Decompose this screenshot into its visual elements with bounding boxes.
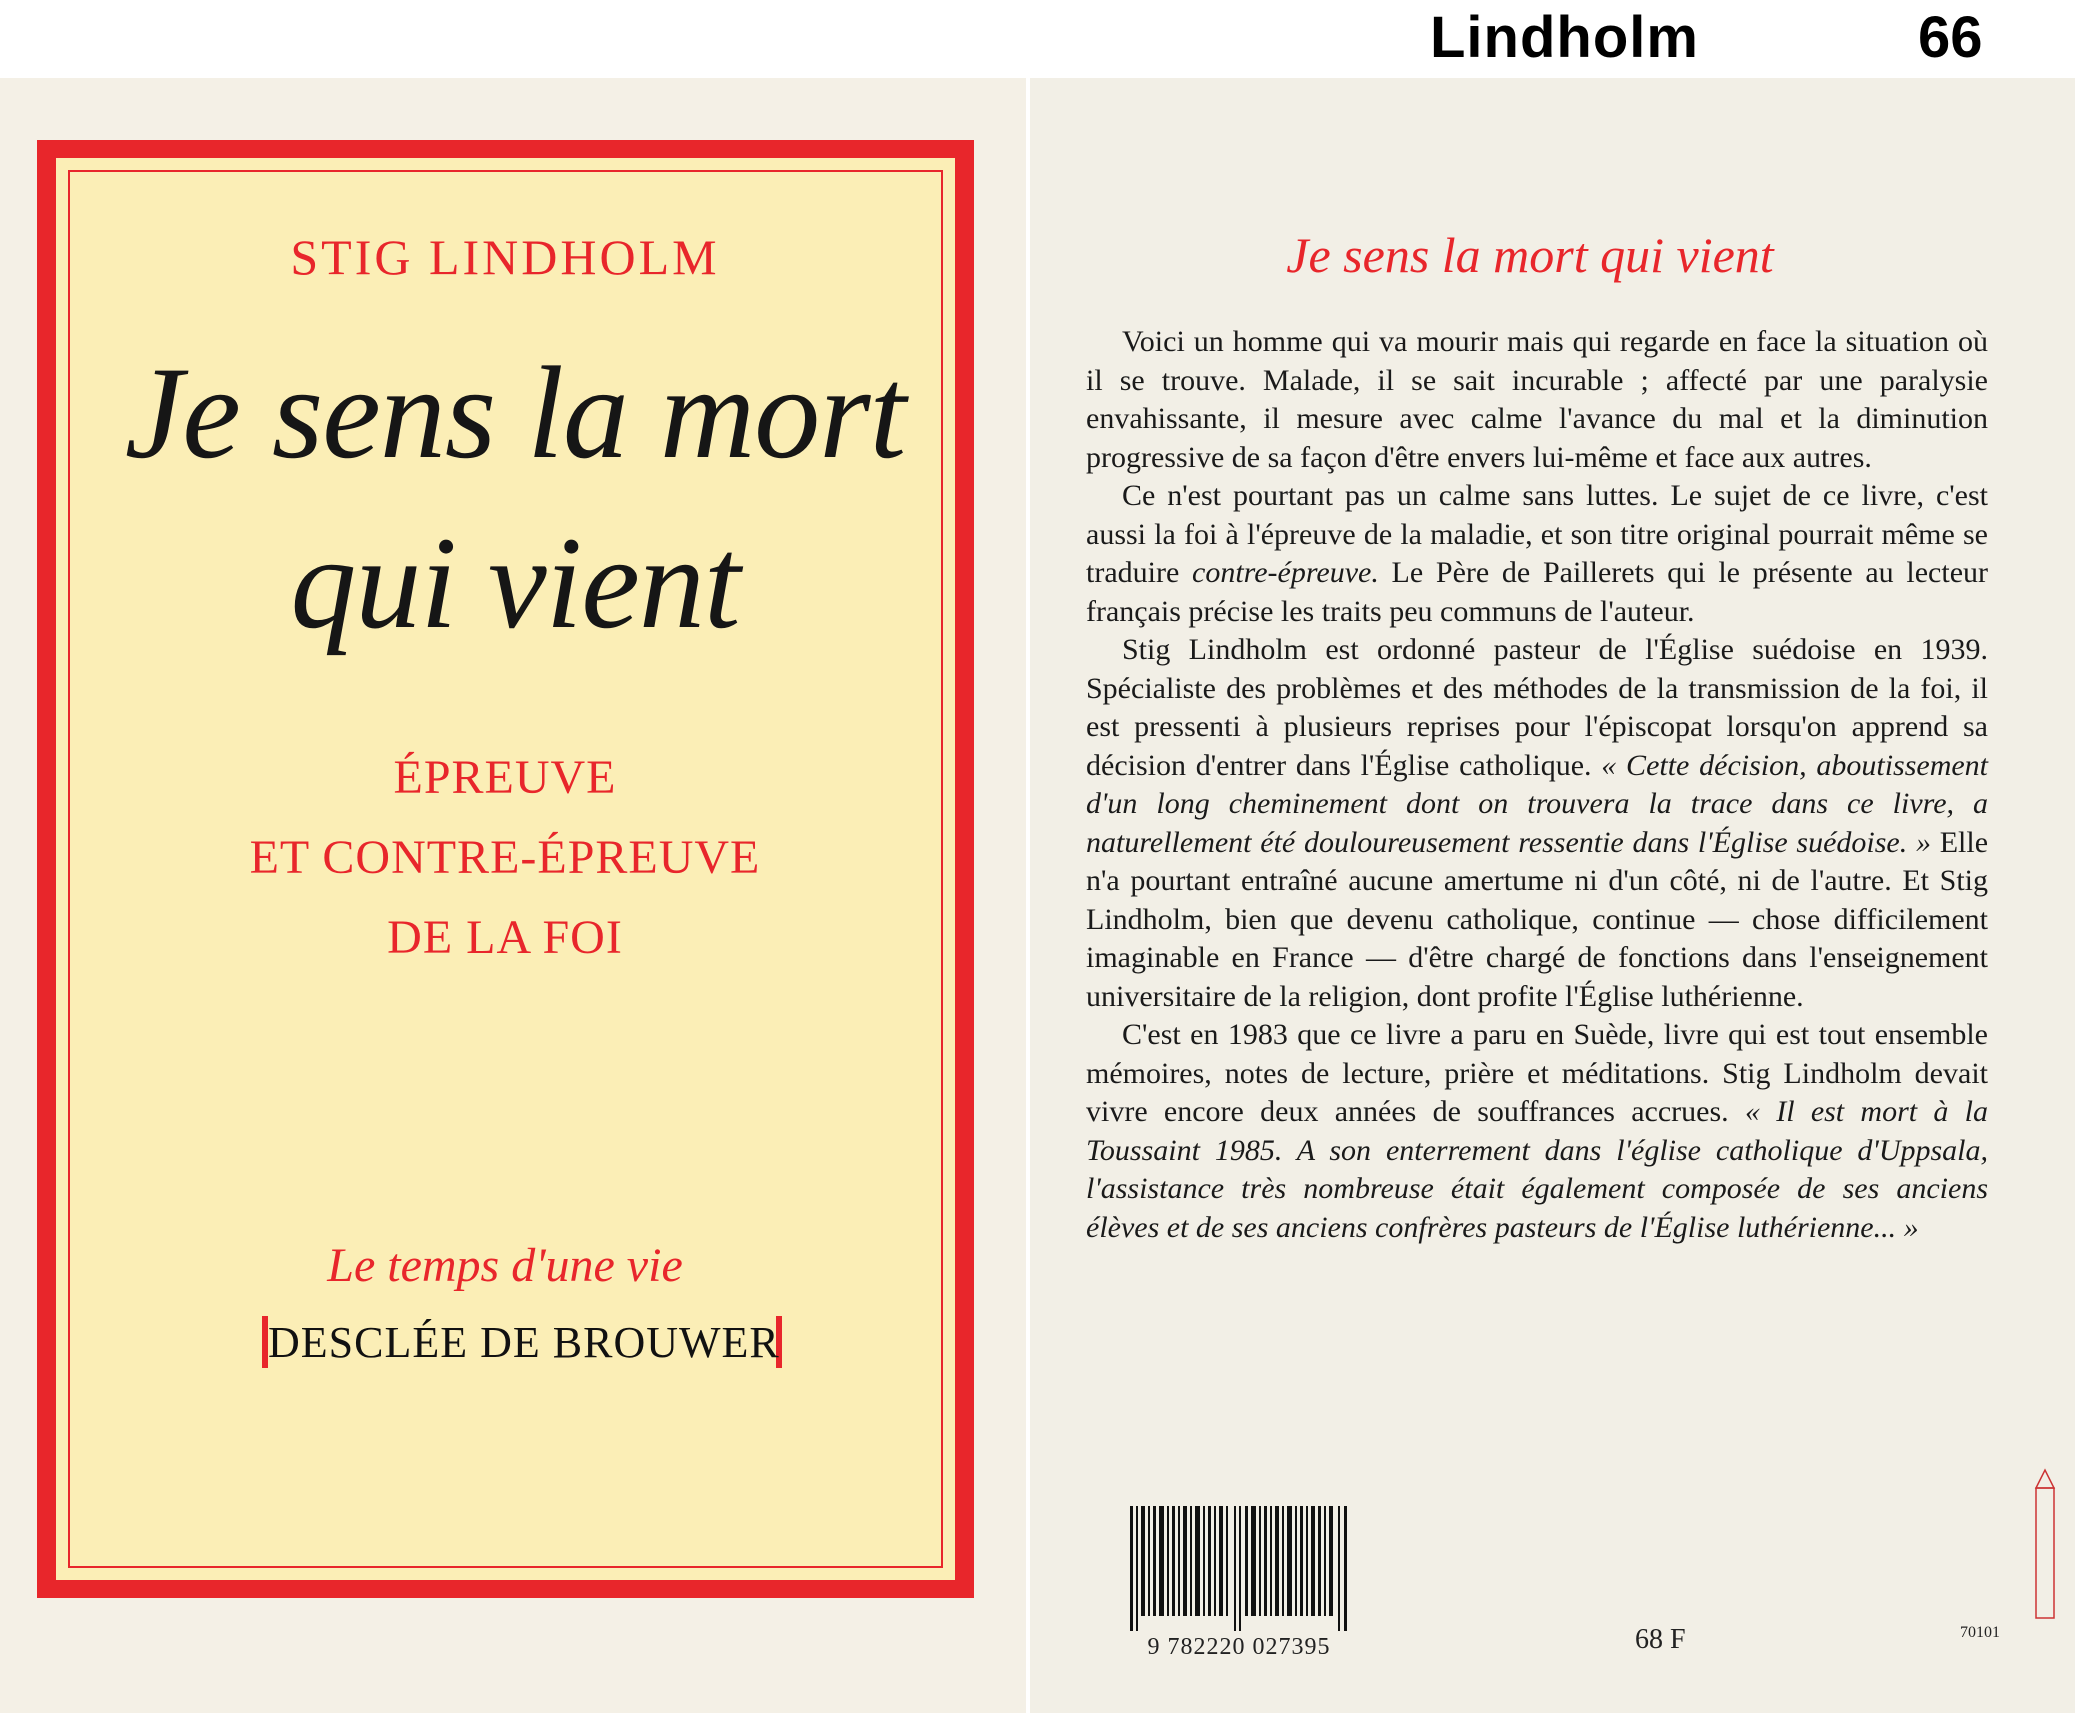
- book-title: [20, 328, 1010, 668]
- blurb-italic-span: contre-épreuve.: [1192, 556, 1379, 589]
- header-number: 66: [1918, 5, 1983, 70]
- blurb-text-span: Ce n'est pourtant pas un calme sans luttes. Le sujet de ce livre, c'est aussi la foi à l'épreuve de la maladie, et son titre original pourrait même se traduire: [1086, 479, 1988, 589]
- book-subtitle: [0, 738, 1010, 978]
- blurb-text-span: Stig Lindholm est ordonné pasteur de l'Église suédoise en 1939. Spécialiste des problèmes et des méthodes de la transmission de la foi, il est pressenti à plusieurs reprises pour l'épiscopat lorsqu'on apprend sa décision d'entrer dans l'Église catholique.: [1086, 633, 1988, 782]
- price-label: 68 F: [1635, 1624, 1686, 1655]
- blurb-italic-span: « Cette décision, aboutissement d'un long cheminement dont on trouvera la trace dans ce livre, a naturellement été douloureusement ressentie dans l'Église suédoise. »: [1086, 748, 1989, 859]
- subtitle-line-1: ÉPREUVE: [393, 751, 617, 804]
- blurb-text-span: Le Père de Paillerets qui le présente au lecteur français précise les traits peu communs de l'auteur.: [1086, 556, 1988, 628]
- front-cover: [0, 78, 1026, 1713]
- blurb-paragraph: [1086, 477, 1988, 631]
- title-line-2: qui vient: [290, 509, 740, 656]
- publisher-name: DESCLÉE DE BROUWER: [262, 1316, 782, 1368]
- blurb-paragraph: [1086, 631, 1988, 1016]
- series-name: Le temps d'une vie: [327, 1239, 683, 1292]
- blurb-paragraph: [1086, 323, 1988, 477]
- catalog-code: 70101: [1960, 1624, 2000, 1641]
- header-name: Lindholm: [1430, 5, 1699, 70]
- barcode-number: 9 782220 027395: [1147, 1634, 1331, 1660]
- blurb-text: [1086, 323, 1988, 1247]
- blurb-text-span: C'est en 1983 que ce livre a paru en Suède, livre qui est tout ensemble mémoires, notes de lecture, prière et méditations. Stig Lindholm devait vivre encore deux années de souffrances accrues.: [1086, 1018, 1988, 1128]
- blurb-text-span: Elle n'a pourtant entraîné aucune amertume ni d'un côté, ni de l'autre. Et Stig Lindholm, bien que devenu catholique, continue — chose difficilement imaginable en France — d'être chargé de fonctions dans l'enseignement universitaire de la religion, dont profite l'Église luthérienne.: [1086, 825, 1989, 1013]
- subtitle-line-2: ET CONTRE-ÉPREUVE: [249, 831, 761, 884]
- author-name: STIG LINDHOLM: [290, 229, 720, 285]
- page-header: [0, 0, 2075, 70]
- blurb-italic-span: « Il est mort à la Toussaint 1985. A son enterrement dans l'église catholique d'Uppsala, l'assistance très nombreuse était également composée de ses anciens élèves et de ses anciens confrères pasteurs de l'Église luthérienne... »: [1086, 1095, 1988, 1244]
- subtitle-line-3: DE LA FOI: [387, 911, 623, 964]
- back-cover: [1030, 78, 2075, 1713]
- back-title: Je sens la mort qui vient: [1286, 227, 1774, 283]
- barcode-icon: [1130, 1506, 1350, 1631]
- blurb-paragraph: [1086, 1016, 1988, 1247]
- pencil-icon: [2030, 1468, 2060, 1628]
- blurb-text-span: Voici un homme qui va mourir mais qui regarde en face la situation où il se trouve. Malade, il se sait incurable ; affecté par une paralysie envahissante, il mesure avec calme l'avance du mal et la diminution progressive de sa façon d'être envers lui-même et face aux autres.: [1086, 325, 1988, 474]
- title-line-1: Je sens la mort: [124, 339, 906, 486]
